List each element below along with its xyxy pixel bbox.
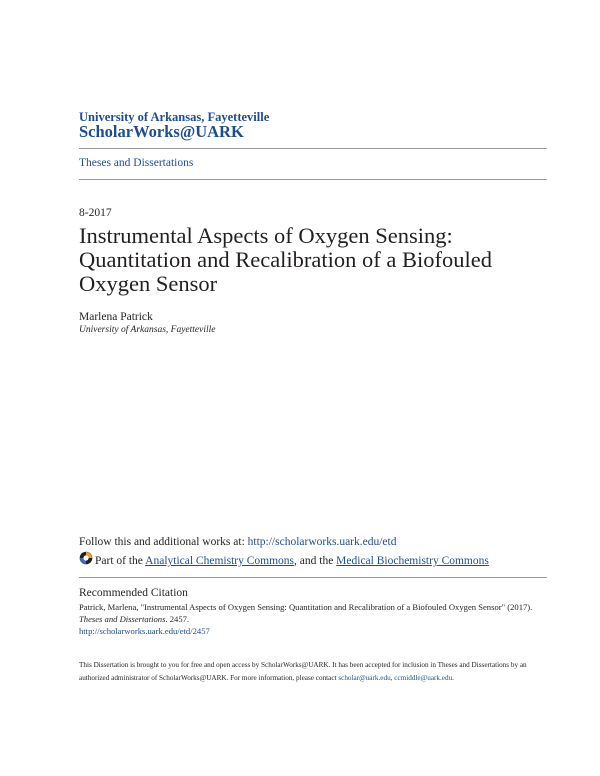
- etd-link[interactable]: http://scholarworks.uark.edu/etd: [247, 536, 397, 548]
- and-label: , and the: [294, 555, 337, 567]
- author-affiliation: University of Arkansas, Fayetteville: [79, 325, 216, 335]
- publication-date: 8-2017: [79, 207, 112, 219]
- author-name: Marlena Patrick: [79, 311, 153, 323]
- footer-end: .: [452, 673, 454, 682]
- divider: [79, 148, 547, 149]
- citation-plain: Patrick, Marlena, "Instrumental Aspects of Oxygen Sensing: Quantitation and Recalibration of a Biofouled Oxygen Sensor" (2017).: [79, 602, 533, 612]
- medical-biochemistry-commons-link[interactable]: Medical Biochemistry Commons: [336, 555, 489, 567]
- citation-text: [79, 601, 549, 637]
- contact-email-link[interactable]: scholar@uark.edu, ccmiddle@uark.edu: [338, 673, 453, 682]
- follow-line: [79, 536, 396, 548]
- citation-series: Theses and Dissertations: [79, 614, 166, 624]
- divider: [79, 179, 547, 180]
- divider: [79, 577, 547, 578]
- partof-label: Part of the: [95, 555, 146, 567]
- citation-url-link[interactable]: http://scholarworks.uark.edu/etd/2457: [79, 626, 210, 636]
- document-title: Instrumental Aspects of Oxygen Sensing: Quantitation and Recalibration of a Biofouled Oxygen Sensor: [79, 223, 493, 296]
- footer-text: This Dissertation is brought to you for free and open access by ScholarWorks@UARK. It has been accepted for inclusion in Theses and Dissertations by an authorized administrator of ScholarWorks@UARK. For more information, please contact: [79, 661, 527, 682]
- repository-name[interactable]: ScholarWorks@UARK: [79, 122, 244, 141]
- footer-notice: [79, 659, 549, 684]
- follow-label: Follow this and additional works at:: [79, 536, 248, 548]
- creative-commons-icon: [79, 551, 93, 565]
- recommended-citation-heading: Recommended Citation: [79, 587, 188, 599]
- commons-line: [95, 555, 489, 567]
- analytical-chemistry-commons-link[interactable]: Analytical Chemistry Commons: [145, 555, 295, 567]
- citation-number: . 2457.: [165, 614, 190, 624]
- institution-name[interactable]: University of Arkansas, Fayetteville: [79, 110, 270, 124]
- collection-link[interactable]: Theses and Dissertations: [79, 157, 194, 169]
